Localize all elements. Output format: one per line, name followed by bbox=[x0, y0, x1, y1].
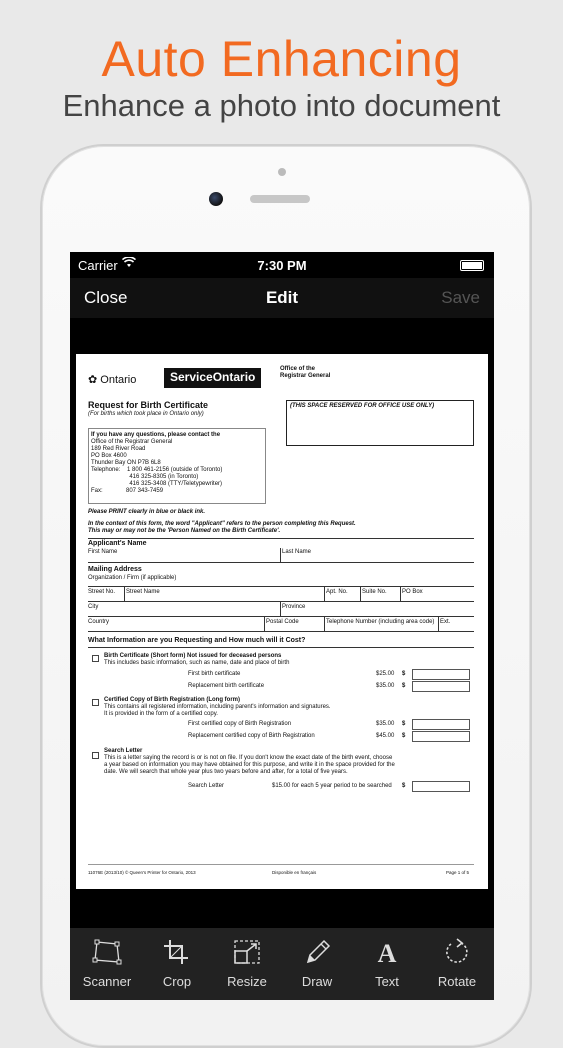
divider bbox=[438, 617, 439, 631]
tool-label: Rotate bbox=[437, 974, 477, 989]
option-title: Birth Certificate (Short form) Not issued for deceased persons bbox=[104, 653, 282, 659]
telephone-field[interactable]: Telephone Number (including area code) bbox=[326, 619, 435, 625]
price-currency: $ bbox=[402, 721, 406, 727]
price-currency: $ bbox=[402, 733, 406, 739]
option-desc: a year based on information you may have obtained for this purpose, and write it in the space provided for the bbox=[104, 762, 395, 768]
contact-line: If you have any questions, please contact the bbox=[91, 432, 221, 438]
divider bbox=[88, 562, 474, 563]
draw-tool[interactable] bbox=[282, 938, 352, 989]
option-desc: This is a letter saying the record is or is not on file. If you don't know the exact date of the birth event, choose bbox=[104, 755, 393, 761]
price-amount: $35.00 bbox=[376, 721, 395, 727]
divider bbox=[400, 587, 401, 601]
quantity-input[interactable] bbox=[412, 731, 470, 742]
tool-label: Resize bbox=[227, 974, 267, 989]
quantity-input[interactable] bbox=[412, 669, 470, 680]
price-label: Replacement birth certificate bbox=[188, 683, 265, 689]
option-desc: This contains all registered information, including parent's information and signatures. bbox=[104, 704, 331, 710]
price-label: First certified copy of Birth Registration bbox=[188, 721, 292, 727]
contact-line: Thunder Bay ON P7B 6L8 bbox=[91, 460, 161, 466]
divider bbox=[88, 616, 474, 617]
suite-no-field[interactable]: Suite No. bbox=[362, 589, 387, 595]
price-currency: $ bbox=[402, 671, 406, 677]
option-desc: date. We will search that whole year plus two years before and after, for a total of five years. bbox=[104, 769, 348, 775]
price-amount: $45.00 bbox=[376, 733, 395, 739]
price-amount: $25.00 bbox=[376, 671, 395, 677]
birth-registration-checkbox[interactable] bbox=[92, 699, 99, 706]
province-field[interactable]: Province bbox=[282, 604, 306, 610]
divider bbox=[264, 617, 265, 631]
option-title: Certified Copy of Birth Registration (Long form) bbox=[104, 697, 240, 703]
divider bbox=[88, 601, 474, 602]
tool-label: Text bbox=[375, 974, 399, 989]
po-box-field[interactable]: PO Box bbox=[402, 589, 423, 595]
footer-right: Page 1 of 5 bbox=[446, 870, 470, 875]
form-title-sub: (For births which took place in Ontario only) bbox=[88, 411, 204, 417]
status-bar bbox=[70, 252, 494, 278]
contact-line: Fax: 807 343-7459 bbox=[91, 488, 164, 494]
tool-label: Crop bbox=[162, 974, 192, 989]
carrier-label: Carrier bbox=[78, 258, 118, 273]
divider bbox=[324, 587, 325, 601]
resize-tool[interactable] bbox=[212, 938, 282, 989]
tool-label: Draw bbox=[301, 974, 333, 989]
request-heading: What Information are you Requesting and How much will it Cost? bbox=[88, 637, 306, 644]
save-button[interactable]: Save bbox=[441, 288, 480, 307]
last-name-field[interactable]: Last Name bbox=[282, 549, 312, 555]
contact-line: 189 Red River Road bbox=[91, 446, 146, 452]
print-note: Please PRINT clearly in blue or black ink. bbox=[88, 509, 206, 515]
earpiece-speaker bbox=[250, 195, 310, 203]
divider bbox=[88, 586, 474, 587]
quantity-input[interactable] bbox=[412, 681, 470, 692]
proximity-sensor bbox=[278, 168, 286, 176]
document-preview bbox=[76, 354, 488, 889]
ontario-logo bbox=[88, 374, 136, 387]
trillium-icon: ✿ bbox=[88, 374, 98, 386]
apt-no-field[interactable]: Apt. No. bbox=[326, 589, 348, 595]
phone-screen bbox=[70, 252, 494, 1000]
close-button[interactable]: Close bbox=[84, 288, 128, 307]
street-no-field[interactable]: Street No. bbox=[88, 589, 116, 595]
applicant-heading: Applicant's Name bbox=[88, 540, 147, 547]
country-field[interactable]: Country bbox=[88, 619, 110, 625]
divider bbox=[280, 602, 281, 616]
contact-line: Office of the Registrar General bbox=[91, 439, 173, 445]
option-desc: It is provided in the form of a certified copy. bbox=[104, 711, 218, 717]
contact-line: 416 325-3408 (TTY/Teletypewriter) bbox=[91, 481, 223, 487]
price-currency: $ bbox=[402, 683, 406, 689]
battery-icon bbox=[460, 260, 484, 271]
contact-box bbox=[88, 428, 266, 504]
street-name-field[interactable]: Street Name bbox=[126, 589, 160, 595]
birth-certificate-checkbox[interactable] bbox=[92, 655, 99, 662]
price-amount: $35.00 bbox=[376, 683, 395, 689]
contact-line: Telephone: 1 800 461-2156 (outside of Toronto) bbox=[91, 467, 223, 473]
crop-icon bbox=[162, 938, 192, 966]
ext-field[interactable]: Ext. bbox=[440, 619, 451, 625]
resize-icon bbox=[232, 938, 262, 966]
office-line-2: Registrar General bbox=[280, 373, 331, 379]
price-currency: $ bbox=[402, 783, 406, 789]
pencil-icon bbox=[302, 938, 332, 966]
divider bbox=[324, 617, 325, 631]
front-camera bbox=[209, 192, 223, 206]
divider bbox=[88, 631, 474, 632]
postal-code-field[interactable]: Postal Code bbox=[266, 619, 299, 625]
nav-title: Edit bbox=[265, 288, 299, 307]
contact-line: 416 325-8305 (in Toronto) bbox=[91, 474, 199, 480]
first-name-field[interactable]: First Name bbox=[88, 549, 118, 555]
city-field[interactable]: City bbox=[88, 604, 99, 610]
contact-line: PO Box 4600 bbox=[91, 453, 127, 459]
quantity-input[interactable] bbox=[412, 719, 470, 730]
option-desc: This includes basic information, such as name, date and place of birth bbox=[104, 660, 290, 666]
tool-label: Scanner bbox=[82, 974, 132, 989]
divider bbox=[88, 864, 474, 865]
context-note-1: In the context of this form, the word "Applicant" refers to the person completing this Request. bbox=[88, 521, 356, 527]
office-use-label: (THIS SPACE RESERVED FOR OFFICE USE ONLY) bbox=[290, 403, 435, 409]
form-title: Request for Birth Certificate bbox=[88, 400, 209, 410]
option-title: Search Letter bbox=[104, 748, 143, 754]
divider bbox=[124, 587, 125, 601]
price-label: First birth certificate bbox=[188, 671, 241, 677]
divider bbox=[280, 548, 281, 562]
footer-left: 11076E (2013/10) © Queen's Printer for Ontario, 2013 bbox=[88, 870, 196, 875]
status-time: 7:30 PM bbox=[257, 258, 307, 273]
text-tool[interactable] bbox=[352, 938, 422, 989]
office-use-box bbox=[286, 400, 474, 446]
promo-subline: Enhance a photo into document bbox=[62, 88, 501, 123]
crop-tool[interactable] bbox=[142, 938, 212, 989]
office-line-1: Office of the bbox=[280, 366, 316, 372]
divider bbox=[88, 647, 474, 648]
search-letter-checkbox[interactable] bbox=[92, 752, 99, 759]
context-note-2: This may or may not be the 'Person Named on the Birth Certificate'. bbox=[88, 528, 281, 534]
price-label: Search Letter bbox=[188, 783, 225, 789]
rotate-icon bbox=[442, 938, 472, 966]
svg-text:A: A bbox=[377, 939, 397, 966]
ontario-logo-text: Ontario bbox=[100, 374, 137, 386]
mailing-heading: Mailing Address bbox=[88, 566, 142, 573]
footer-mid: Disponible en français bbox=[272, 870, 317, 875]
text-icon bbox=[372, 938, 402, 966]
organization-field[interactable]: Organization / Firm (if applicable) bbox=[88, 575, 177, 581]
divider bbox=[88, 538, 474, 539]
scanner-tool[interactable] bbox=[72, 938, 142, 989]
price-label: Replacement certified copy of Birth Registration bbox=[188, 733, 315, 739]
rotate-tool[interactable] bbox=[422, 938, 492, 989]
promo-headline: Auto Enhancing bbox=[101, 31, 462, 87]
service-ontario-badge: ServiceOntario bbox=[164, 368, 261, 388]
nav-bar bbox=[70, 278, 494, 318]
divider bbox=[360, 587, 361, 601]
scanner-icon bbox=[92, 938, 122, 966]
price-amount: $15.00 for each 5 year period to be searched bbox=[272, 783, 392, 789]
edit-toolbar bbox=[70, 928, 494, 1000]
quantity-input[interactable] bbox=[412, 781, 470, 792]
